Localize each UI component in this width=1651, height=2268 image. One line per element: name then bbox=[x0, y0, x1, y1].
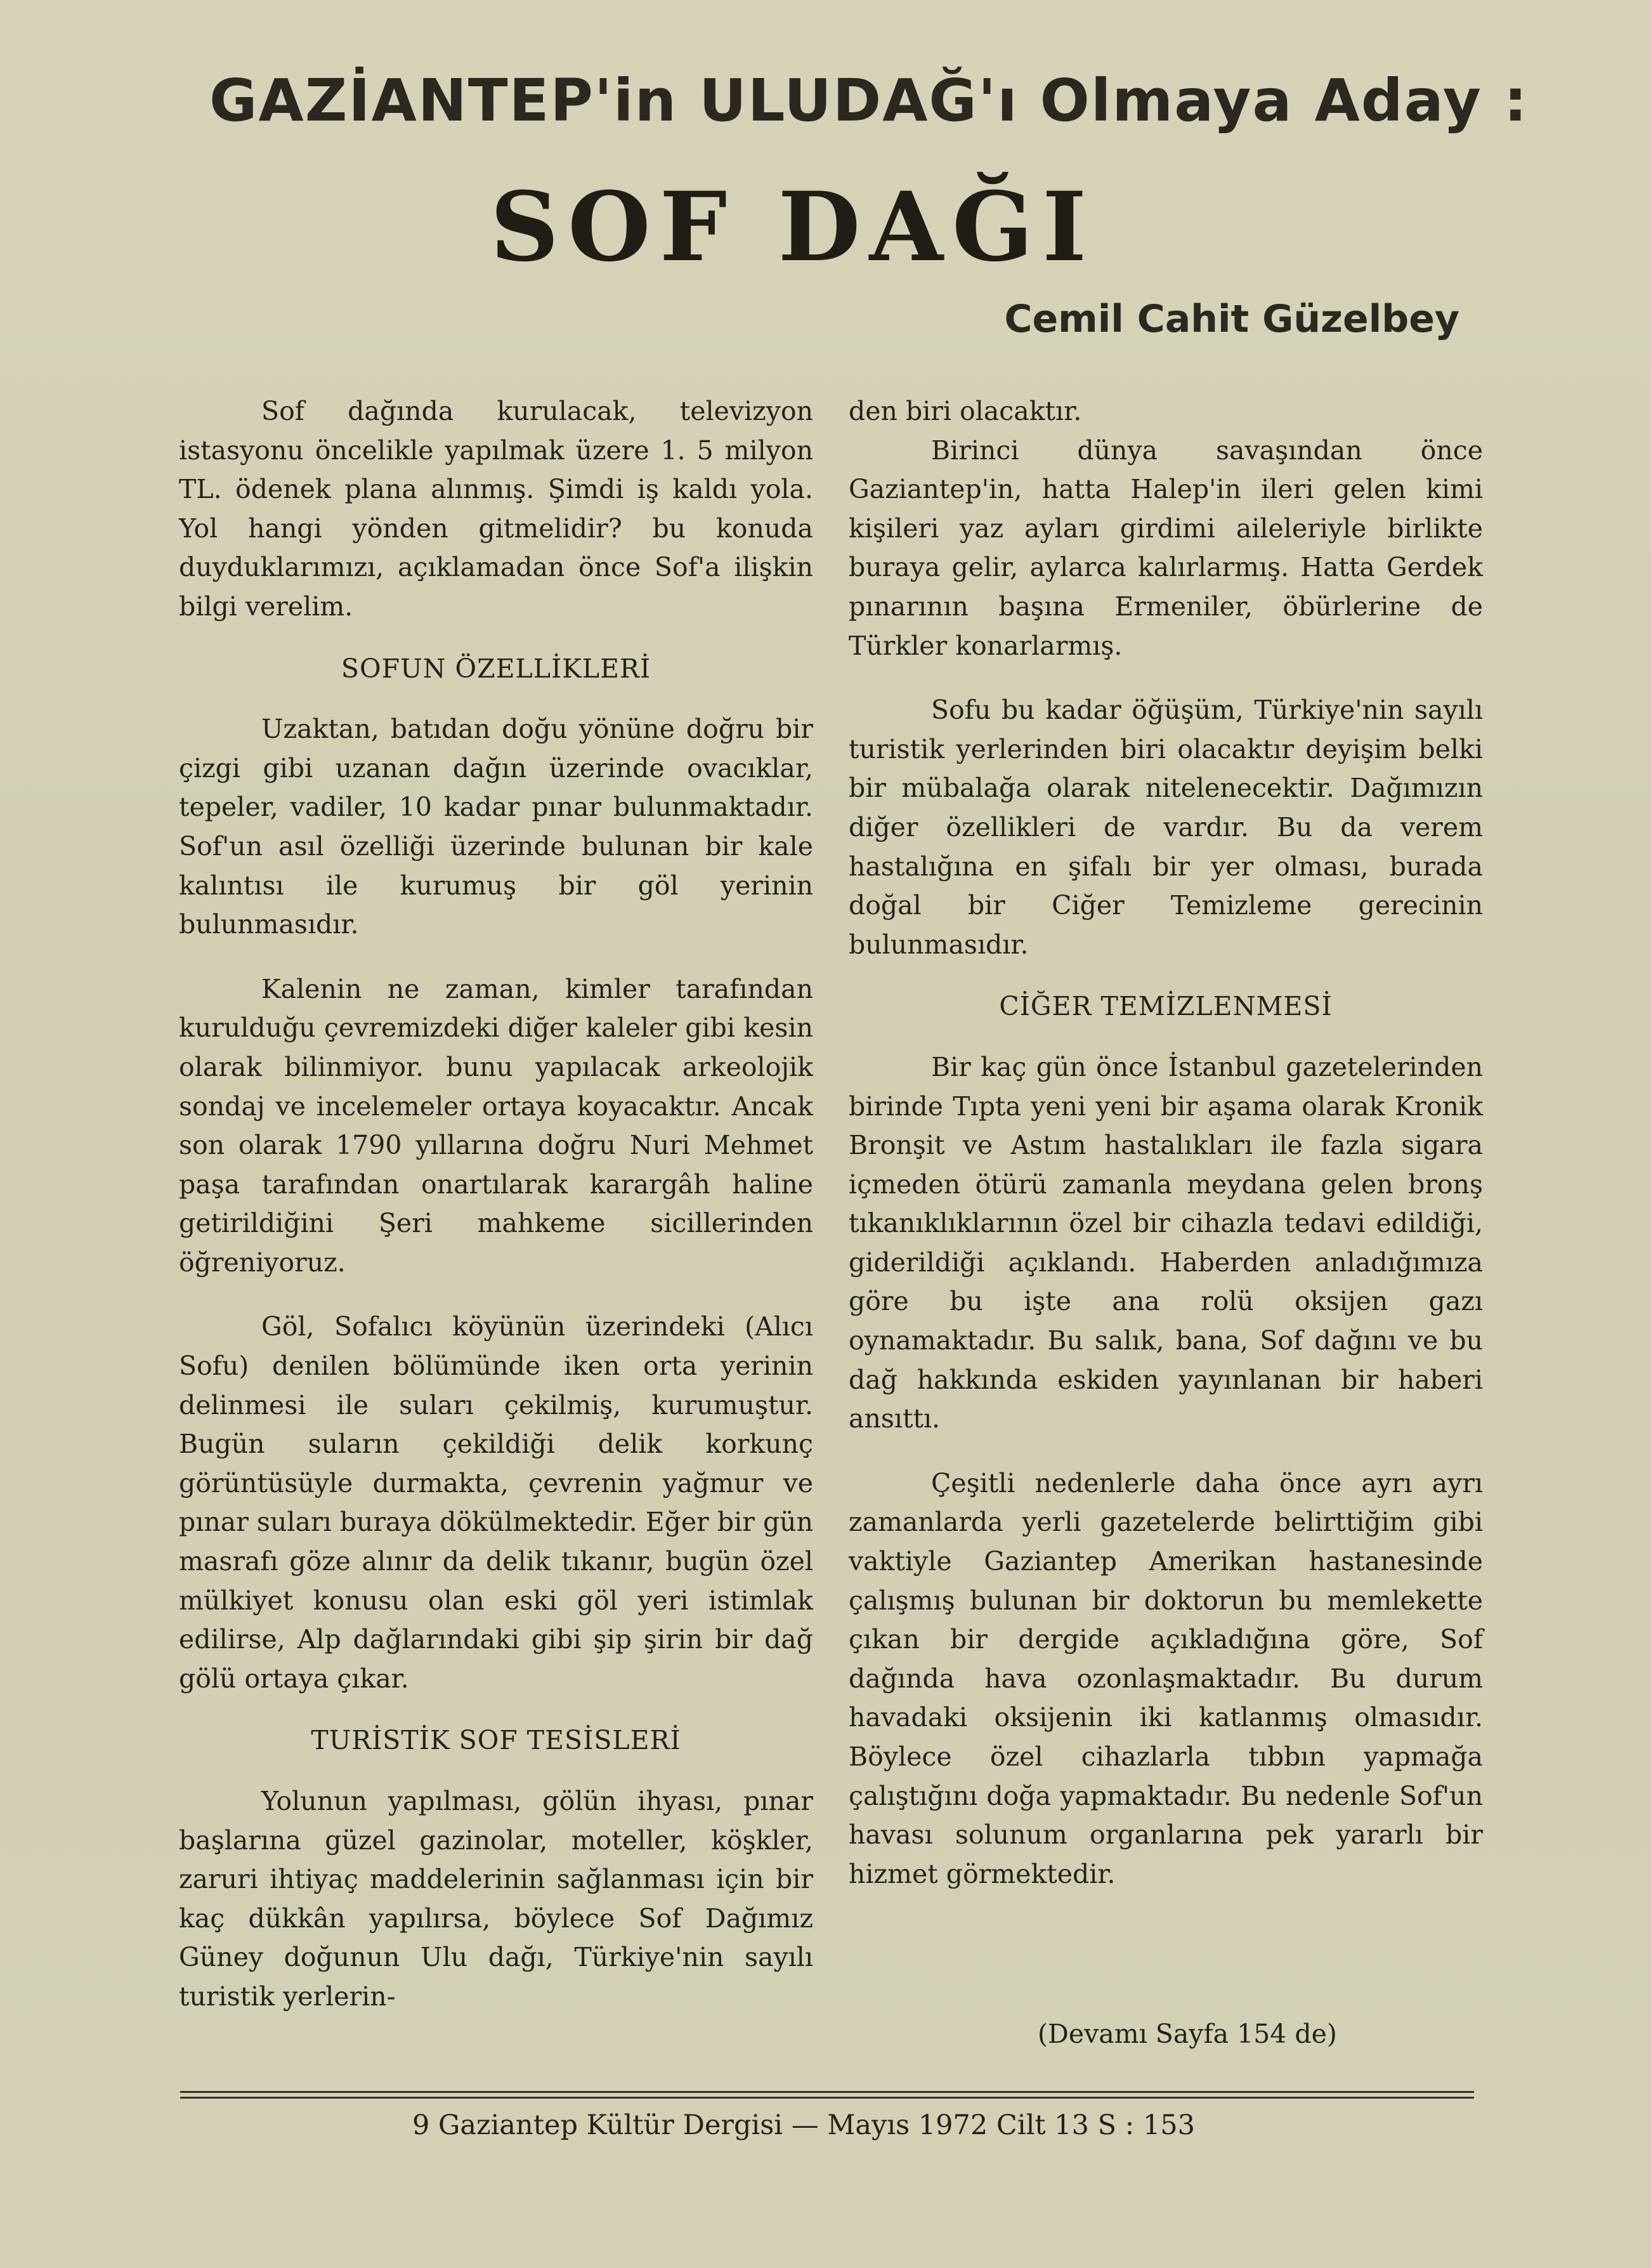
paragraph-remark: Sofu bu kadar öğüşüm, Türkiye'nin sayılı turistik yerlerinden biri olacaktır deyişim belki bir mübalağa olarak nitelenecektir. Dağımızın diğer özellikleri de vardır. Bu da verem hastalığına en şifalı bir yer olması, burada doğal bir Ciğer Temizleme gerecinin bulunmasıdır. bbox=[849, 695, 1483, 960]
left-column bbox=[179, 392, 813, 2017]
paragraph-lake: Göl, Sofalıcı köyünün üzerindeki (Alıcı Sofu) denilen bölümünde iken orta yerinin delinmesi ile suları çekilmiş, kurumuştur. Bugün suların çekildiği delik korkunç görüntüsüyle durmakta, çevrenin yağmur ve pınar suları buraya dökülmektedir. Eğer bir gün masrafı göze alınır da delik tıkanır, bugün özel mülkiyet konusu olan eski göl yeri istimlak edilirse, Alp dağlarındaki gibi şip şirin bir dağ gölü ortaya çıkar. bbox=[179, 1311, 813, 1694]
continued-note: (Devamı Sayfa 154 de) bbox=[1038, 2019, 1337, 2049]
section-heading-features: SOFUN ÖZELLİKLERİ bbox=[341, 653, 651, 684]
page-title: SOF DAĞI bbox=[490, 171, 1096, 283]
paragraph-continuation: den biri olacaktır. bbox=[849, 396, 1082, 426]
paragraph-features: Uzaktan, batıdan doğu yönüne doğru bir çizgi gibi uzanan dağın üzerinde ovacıklar, tepeler, vadiler, 10 kadar pınar bulunmaktadır. Sof'un asıl özelliği üzerinde bulunan bir kale kalıntısı ile kurumuş bir göl yerinin bulunmasıdır. bbox=[179, 714, 813, 940]
page-footer: 9 Gaziantep Kültür Dergisi — Mayıs 1972 Cilt 13 S : 153 bbox=[412, 2109, 1196, 2141]
paragraph-tourism: Yolunun yapılması, gölün ihyası, pınar başlarına güzel gazinolar, moteller, köşkler, zaruri ihtiyaç maddelerinin sağlanması için bir kaç dükkân yapılırsa, böylece Sof Dağımız Güney doğunun Ulu dağı, Türkiye'nin sayılı turistik yerlerin- bbox=[179, 1786, 813, 2012]
paragraph-castle: Kalenin ne zaman, kimler tarafından kurulduğu çevremizdeki diğer kaleler gibi kesin olarak bilinmiyor. bunu yapılacak arkeolojik sondaj ve incelemeler ortaya koyacaktır. Ancak son olarak 1790 yıllarına doğru Nuri Mehmet paşa tarafından onartılarak karargâh haline getirildiğini Şeri mahkeme sicillerinden öğreniyoruz. bbox=[179, 973, 813, 1278]
author-byline: Cemil Cahit Güzelbey bbox=[1004, 297, 1459, 341]
intro-paragraph: Sof dağında kurulacak, televizyon istasyonu öncelikle yapılmak üzere 1. 5 milyon TL. ödenek plana alınmış. Şimdi iş kaldı yola. Yol hangi yönden gitmelidir? bu konuda duyduklarımızı, açıklamadan önce Sof'a ilişkin bilgi verelim. bbox=[179, 396, 813, 622]
kicker-headline: GAZİANTEP'in ULUDAĞ'ı Olmaya Aday : bbox=[209, 67, 1529, 134]
footer-rule-bottom bbox=[180, 2097, 1474, 2099]
section-heading-tourism: TURİSTİK SOF TESİSLERİ bbox=[311, 1725, 681, 1756]
right-column bbox=[849, 392, 1483, 1894]
section-heading-lung: CİĞER TEMİZLENMESİ bbox=[999, 991, 1333, 1022]
footer-rule-top bbox=[180, 2091, 1474, 2093]
paragraph-news: Bir kaç gün önce İstanbul gazetelerinden birinde Tıpta yeni yeni bir aşama olarak Kronik Bronşit ve Astım hastalıkları ile fazla sigara içmeden ötürü zamanla meydana gelen bronş tıkanıklıklarının özel bir cihazla tedavi edildiği, giderildiği açıklandı. Haberden anladığımıza göre bu işte ana rolü oksijen gazı oynamaktadır. Bu salık, bana, Sof dağını ve bu dağ hakkında eskiden yayınlanan bir haberi ansıttı. bbox=[849, 1051, 1483, 1434]
paragraph-ozone: Çeşitli nedenlerle daha önce ayrı ayrı zamanlarda yerli gazetelerde belirttiğim gibi vaktiyle Gaziantep Amerikan hastanesinde çalışmış bulunan bir doktorun bu memlekette çıkan bir dergide açıkladığına göre, Sof dağında hava ozonlaşmaktadır. Bu durum havadaki oksijenin iki katlanmış olmasıdır. Böylece özel cihazlarla tıbbın yapmağa çalıştığını doğa yapmaktadır. Bu nedenle Sof'un havası solunum organlarına pek yararlı bir hizmet görmektedir. bbox=[849, 1467, 1483, 1889]
paragraph-history: Birinci dünya savaşından önce Gaziantep'in, hatta Halep'in ileri gelen kimi kişileri yaz ayları girdimi aileleriyle birlikte buraya gelir, aylarca kalırlarmış. Hatta Gerdek pınarının başına Ermeniler, öbürlerine de Türkler konarlarmış. bbox=[849, 435, 1483, 661]
